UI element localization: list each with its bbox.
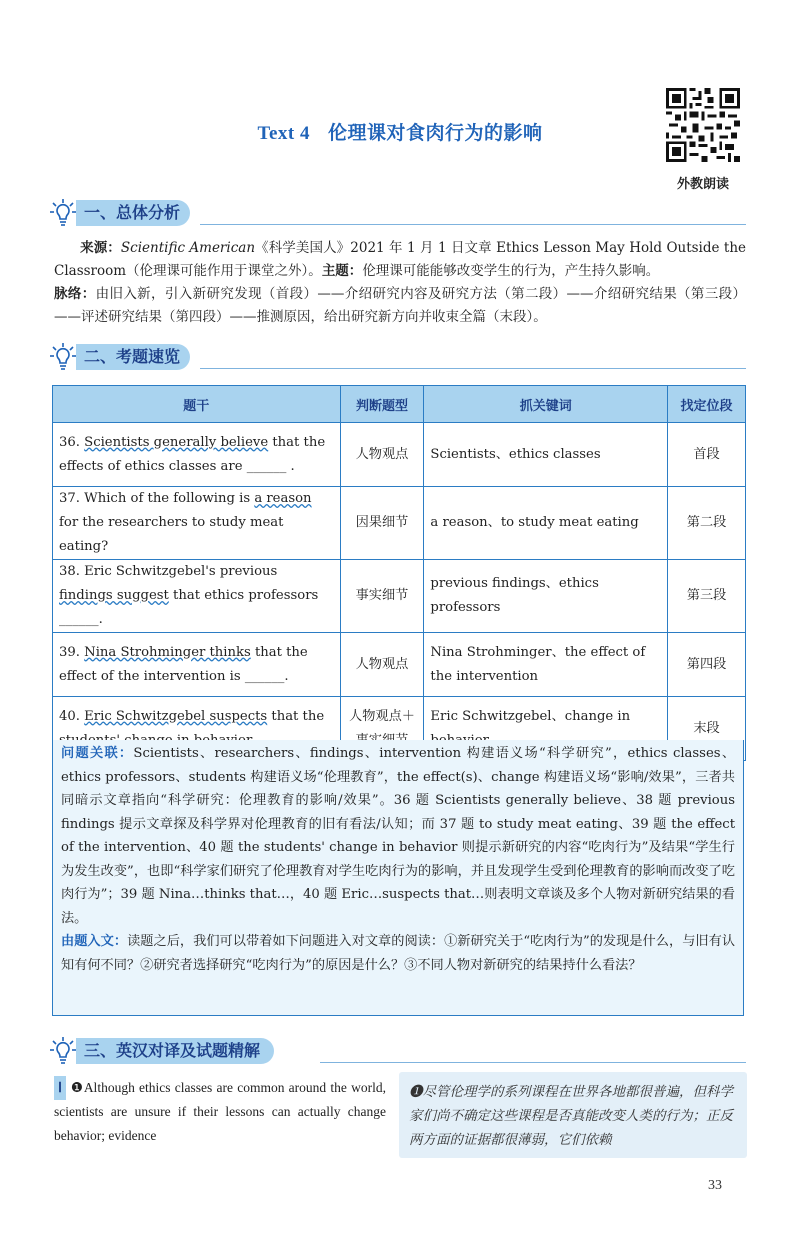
question-location: 首段 <box>668 423 746 487</box>
table-row <box>53 423 746 487</box>
section-header-question-overview <box>50 342 746 372</box>
question-type: 事实细节 <box>340 560 424 633</box>
col-header-stem: 题干 <box>53 386 341 423</box>
question-notes-box <box>52 740 744 1016</box>
section-rule <box>320 1062 746 1063</box>
lightbulb-icon <box>50 342 76 372</box>
question-stem: 37. Which of the following is a reason for the researchers to study meat eating? <box>53 487 341 560</box>
english-sentence: Although ethics classes are common around the world, scientists are unsure if their lessons can actually change behavior; evidence <box>54 1080 386 1143</box>
question-type: 人物观点 <box>340 423 424 487</box>
question-location: 末段 <box>668 697 746 761</box>
structure-text: 由旧入新，引入新研究发现（首段）——介绍研究内容及研究方法（第二段）——介绍研究结果（第三段）——评述研究结果（第四段）——推测原因，给出研究新方向并收束全篇（末段）。 <box>54 286 747 325</box>
question-intro-text: 读题之后，我们可以带着如下问题进入对文章的阅读：①新研究关于“吃肉行为”的发现是什么，与旧有认知有何不同？②研究者选择研究“吃肉行为”的原因是什么？③不同人物对新研究的结果持什么看法？ <box>61 934 736 973</box>
question-stem: 39. Nina Strohminger thinks that the effect of the intervention is ______. <box>53 633 341 697</box>
source-journal: Scientific American <box>120 240 256 256</box>
question-keywords: previous findings、ethics professors <box>424 560 668 633</box>
question-link-label: 问题关联： <box>61 746 134 761</box>
section-title: 三、英汉对译及试题精解 <box>76 1038 274 1064</box>
title-en: Text 4 <box>257 123 310 144</box>
chinese-translation-box <box>399 1072 747 1158</box>
question-type: 人物观点＋ <box>340 697 424 761</box>
analysis-paragraph <box>54 237 746 329</box>
table-row <box>53 633 746 697</box>
question-type: 因果细节 <box>340 487 424 560</box>
section-rule <box>200 224 746 225</box>
question-stem: 36. Scientists generally believe that the effects of ethics classes are ______ . <box>53 423 341 487</box>
question-intro-label: 由题入文： <box>61 934 128 949</box>
col-header-location: 找定位段 <box>668 386 746 423</box>
lightbulb-icon <box>50 1036 76 1066</box>
chinese-translation: ❶尽管伦理学的系列课程在世界各地都很普遍，但科学家们尚不确定这些课程是否真能改变人类的行为；正反两方面的证据都很薄弱，它们依赖 <box>409 1084 733 1148</box>
table-row <box>53 487 746 560</box>
source-text: 《科学美国人》2021 年 1 月 1 日文章 Ethics Lesson May Hold Outside the Classroom（伦理课可能作用于课堂之外）。 <box>54 240 746 279</box>
question-table <box>52 385 746 761</box>
theme-text: 伦理课可能能够改变学生的行为，产生持久影响。 <box>362 263 660 279</box>
col-header-type: 判断题型 <box>340 386 424 423</box>
structure-label: 脉络： <box>54 286 96 302</box>
question-type: 人物观点 <box>340 633 424 697</box>
section-header-overall-analysis <box>50 198 746 228</box>
table-row <box>53 560 746 633</box>
lightbulb-icon <box>50 198 76 228</box>
sentence-number: ❶ <box>69 1080 84 1095</box>
question-keywords: Scientists、ethics classes <box>424 423 668 487</box>
question-keywords: Eric Schwitzgebel、change in <box>424 697 668 761</box>
qr-label: 外教朗读 <box>676 177 729 192</box>
source-label: 来源： <box>80 240 121 256</box>
question-stem: 40. Eric Schwitzgebel suspects that the <box>53 697 341 761</box>
qr-code-icon[interactable] <box>666 88 740 162</box>
question-link-text: Scientists、researchers、findings、intervention 构建语义场“科学研究”，ethics classes、ethics professors、students 构建语义场“伦理教育”，the effect(s)、change 构建语义场“影响/效果”，三者共同暗示文章指向“科学研究：伦理教育的影响/效果”。36 题 Scientists generally believe、38 题 previous findings 提示文章探及科学界对伦理教育的旧有看法/认知；而 37 题 to study meat eating、39 题 the effect of the intervention、40 题 the students' change in behavior 则提示新研究的内容“吃肉行为”及结果“学生行为发生改变”，也即“科学家们研究了伦理教育对学生吃肉行为的影响，并且发现学生受到伦理教育的影响而改变了吃肉行为”；39 题 Nina…thinks that…，40 题 Eric…suspects that…则表明文章谈及多个人物对新研究结果的看法。 <box>61 746 736 926</box>
page-number: 33 <box>708 1178 722 1193</box>
title-cn: 伦理课对食肉行为的影响 <box>327 122 543 144</box>
question-keywords: Nina Strohminger、the effect of the intervention <box>424 633 668 697</box>
section-rule <box>200 368 746 369</box>
section-title: 一、总体分析 <box>76 200 190 226</box>
question-stem: 38. Eric Schwitzgebel's previous findings suggest that ethics professors ______. <box>53 560 341 633</box>
question-location: 第三段 <box>668 560 746 633</box>
section-title: 二、考题速览 <box>76 344 190 370</box>
col-header-keywords: 抓关键词 <box>424 386 668 423</box>
question-location: 第二段 <box>668 487 746 560</box>
section-header-translation <box>50 1036 746 1066</box>
theme-label: 主题： <box>321 263 363 279</box>
paragraph-number: Ⅰ <box>54 1076 66 1100</box>
question-location: 第四段 <box>668 633 746 697</box>
question-keywords: a reason、to study meat eating <box>424 487 668 560</box>
english-passage <box>54 1076 386 1148</box>
table-header-row <box>53 386 746 423</box>
